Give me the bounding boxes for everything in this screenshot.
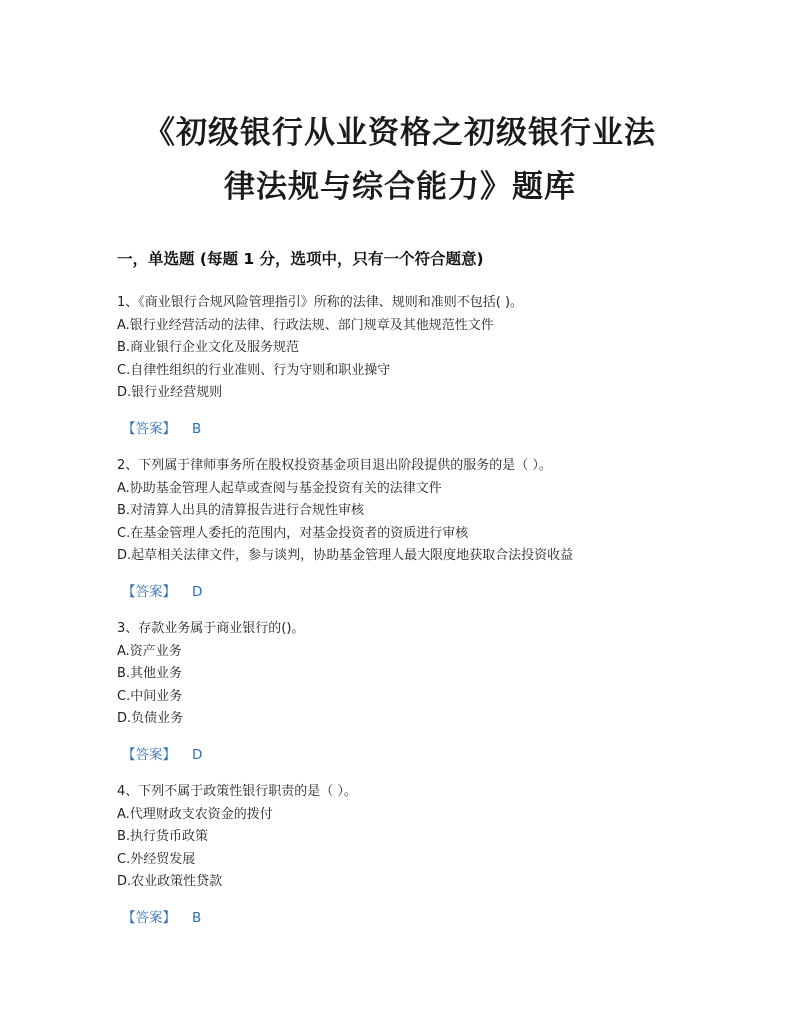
question-stem: 3、存款业务属于商业银行的()。	[117, 621, 305, 636]
answer-line	[117, 907, 717, 929]
document-title	[60, 106, 740, 214]
option-b: B.对清算人出具的清算报告进行合规性审核	[117, 503, 365, 518]
question-stem: 2、下列属于律师事务所在股权投资基金项目退出阶段提供的服务的是（ ）。	[117, 458, 552, 473]
option-a: A.银行业经营活动的法律、行政法规、部门规章及其他规范性文件	[117, 317, 494, 333]
option-b: B.执行货币政策	[117, 829, 209, 844]
option-d: D.负债业务	[117, 711, 184, 726]
option-c: C.中间业务	[117, 688, 183, 704]
option-c: C.外经贸发展	[117, 851, 196, 867]
option-c: C.自律性组织的行业准则、行为守则和职业操守	[117, 362, 391, 378]
option-a: A.代理财政支农资金的拨付	[117, 806, 273, 822]
answer-label: 【答案】	[122, 909, 176, 926]
option-d: D.农业政策性贷款	[117, 874, 223, 889]
option-a: A.资产业务	[117, 643, 182, 659]
section-heading: 一，单选题 (每题 1 分，选项中，只有一个符合题意)	[117, 250, 484, 268]
document-title-line-1: 《初级银行从业资格之初级银行业法	[144, 115, 656, 151]
question-1	[117, 292, 717, 440]
option-c: C.在基金管理人委托的范围内，对基金投资者的资质进行审核	[117, 525, 469, 541]
option-d: D.银行业经营规则	[117, 385, 223, 400]
question-stem: 1、《商业银行合规风险管理指引》所称的法律、规则和准则不包括( )。	[117, 295, 524, 310]
answer-line	[117, 581, 717, 603]
question-4	[117, 781, 717, 929]
answer-value: B	[192, 909, 202, 926]
answer-line	[117, 744, 717, 766]
option-b: B.商业银行企业文化及服务规范	[117, 340, 300, 355]
question-stem: 4、下列不属于政策性银行职责的是（ ）。	[117, 784, 357, 799]
answer-label: 【答案】	[122, 746, 176, 763]
answer-label: 【答案】	[122, 583, 176, 600]
option-a: A.协助基金管理人起草或查阅与基金投资有关的法律文件	[117, 480, 442, 496]
question-2	[117, 455, 717, 603]
answer-value: B	[192, 420, 202, 437]
answer-value: D	[192, 583, 203, 600]
answer-line	[117, 418, 717, 440]
answer-label: 【答案】	[122, 420, 176, 437]
answer-value: D	[192, 746, 203, 763]
question-3	[117, 618, 717, 766]
document-title-line-2: 律法规与综合能力》题库	[224, 169, 576, 205]
option-b: B.其他业务	[117, 666, 183, 681]
option-d: D.起草相关法律文件，参与谈判，协助基金管理人最大限度地获取合法投资收益	[117, 548, 574, 563]
